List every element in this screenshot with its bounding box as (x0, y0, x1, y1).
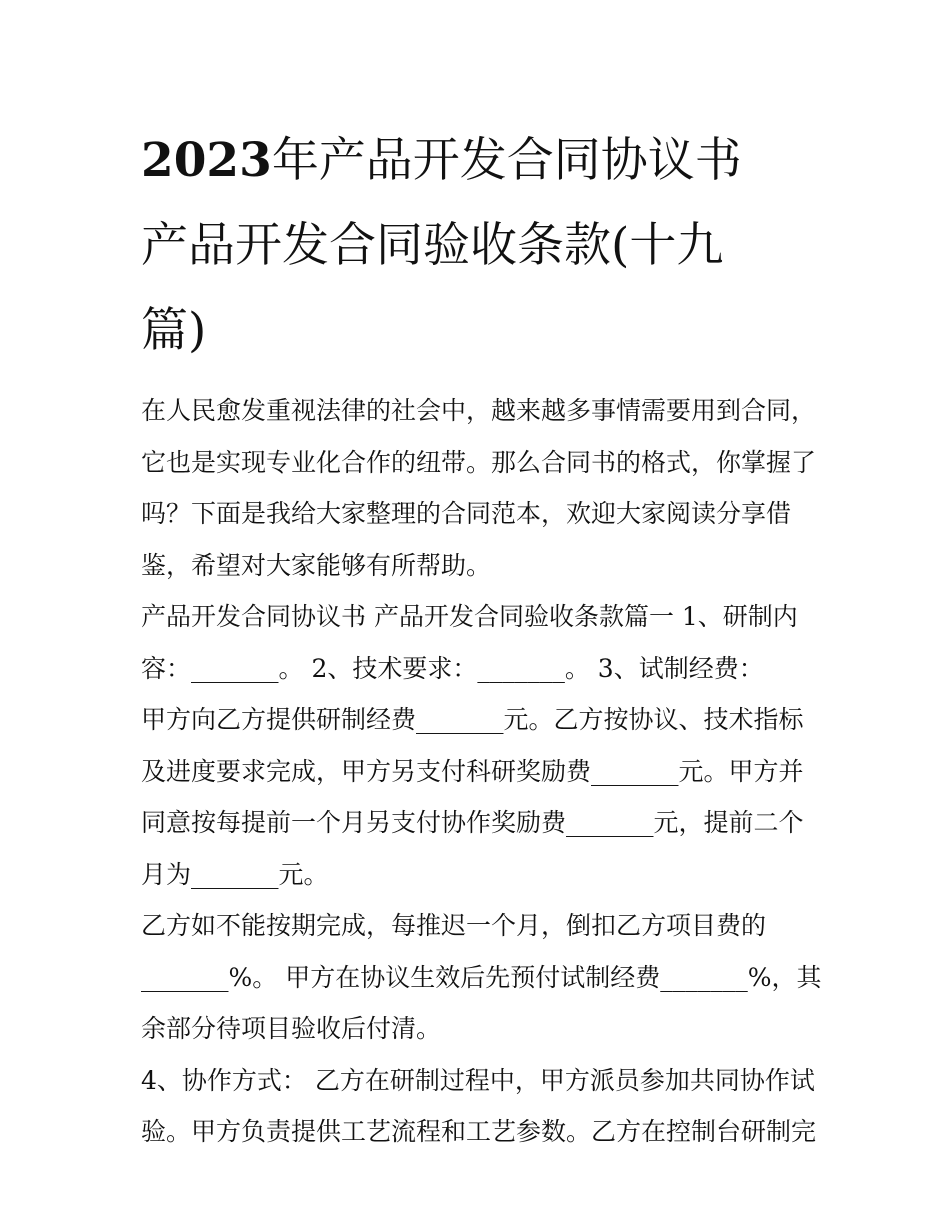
text-line: 验。甲方负责提供工艺流程和工艺参数。乙方在控制台研制完 (141, 1117, 817, 1146)
document-title (141, 118, 813, 373)
text-line: 月为_______元。 (141, 859, 329, 889)
text-line: 及进度要求完成，甲方另支付科研奖励费_______元。甲方并 (141, 756, 804, 786)
funding-paragraph (141, 694, 813, 900)
title-line-2: 产品开发合同验收条款(十九 (141, 218, 724, 273)
text-line: 余部分待项目验收后付清。 (141, 1014, 442, 1043)
contract-section-heading-paragraph (141, 591, 813, 694)
text-line: _______%。 甲方在协议生效后先预付试制经费_______%，其 (141, 962, 822, 992)
text-line: 鉴，希望对大家能够有所帮助。 (141, 550, 492, 580)
text-line: 乙方如不能按期完成，每推迟一个月，倒扣乙方项目费的 (141, 911, 767, 940)
penalty-paragraph (141, 900, 822, 1055)
title-line-1 (141, 118, 813, 203)
text-line: 同意按每提前一个月另支付协作奖励费_______元，提前二个 (141, 808, 804, 837)
text-line: 吗？下面是我给大家整理的合同范本，欢迎大家阅读分享借 (141, 499, 792, 528)
text-line: 在人民愈发重视法律的社会中，越来越多事情需要用到合同， (141, 396, 817, 425)
text-line: 它也是实现专业化合作的纽带。那么合同书的格式，你掌握了 (141, 447, 817, 477)
intro-paragraph (141, 385, 817, 591)
text-line: 4、协作方式： 乙方在研制过程中，甲方派员参加共同协作试 (141, 1065, 815, 1095)
title-line-1-text: 年产品开发合同协议书 (271, 133, 742, 188)
document-page (141, 118, 822, 1158)
title-line-3: 篇) (141, 303, 207, 358)
text-line: 甲方向乙方提供研制经费_______元。乙方按协议、技术指标 (141, 705, 804, 734)
title-year: 2023 (141, 133, 272, 188)
text-line: 产品开发合同协议书 产品开发合同验收条款篇一 1、研制内 (141, 602, 798, 631)
text-line: 容：_______。 2、技术要求：_______。 3、试制经费： (141, 653, 764, 683)
cooperation-paragraph (141, 1055, 817, 1158)
